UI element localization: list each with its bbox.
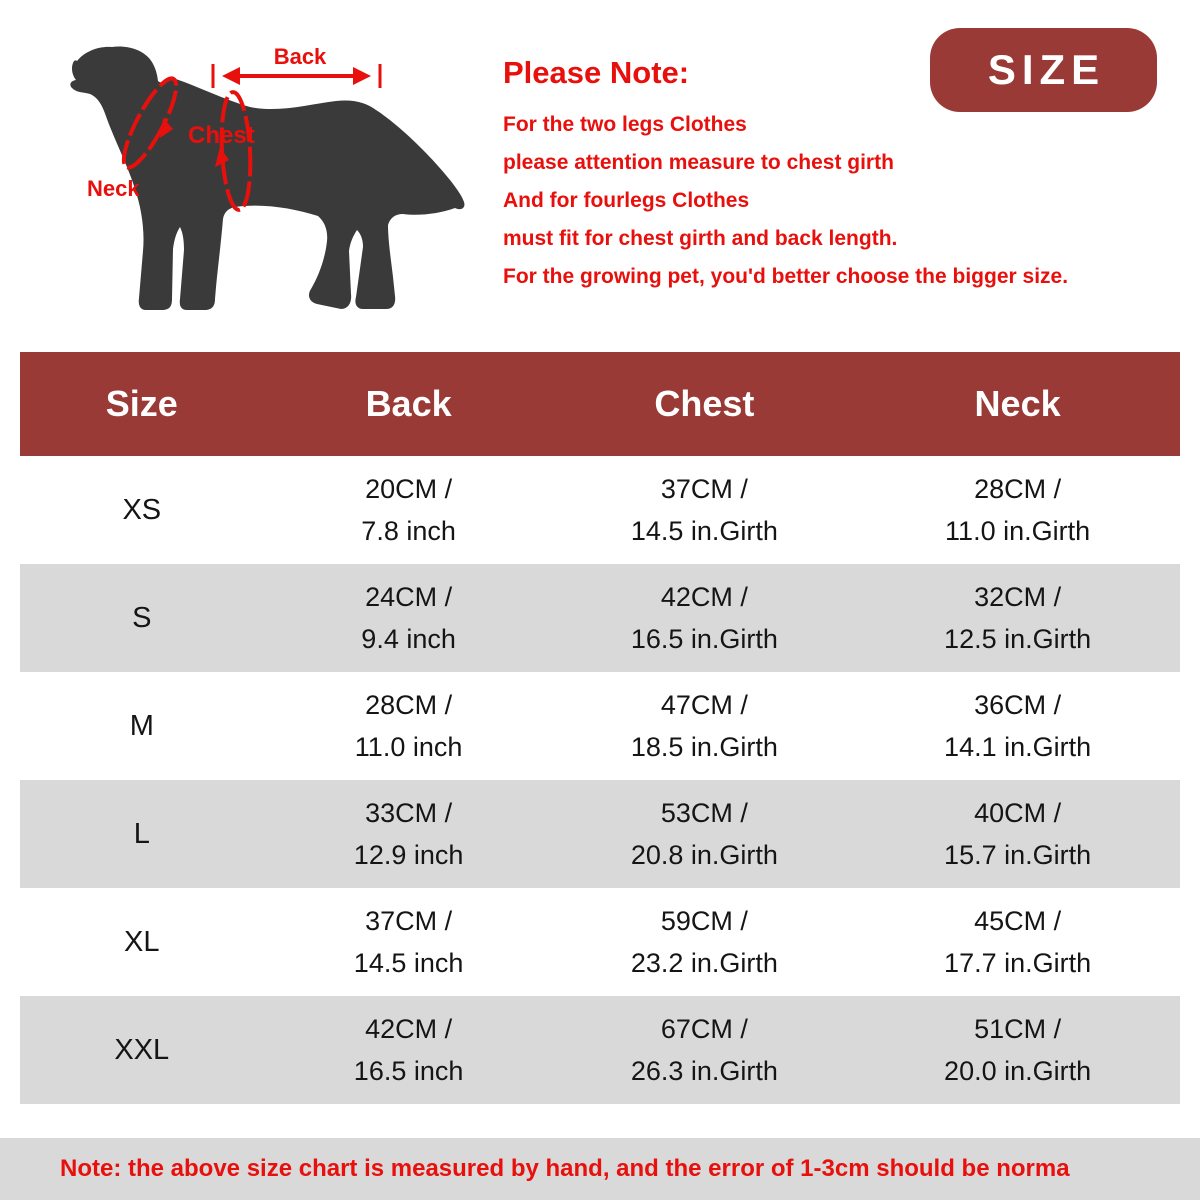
table-body — [20, 456, 1180, 1104]
size-label: L — [133, 817, 150, 850]
neck-cm: 28CM / — [974, 474, 1062, 504]
back-arrowhead-right-icon — [353, 67, 371, 85]
back-cell — [264, 576, 554, 660]
neck-cell — [855, 684, 1180, 768]
please-note-title: Please Note: — [503, 55, 690, 90]
back-cell — [264, 1008, 554, 1092]
size-label: XS — [122, 493, 162, 526]
neck-cm: 51CM / — [974, 1014, 1062, 1044]
neck-cm: 45CM / — [974, 906, 1062, 936]
size-label: XL — [124, 925, 160, 958]
neck-inch: 11.0 in.Girth — [945, 516, 1091, 546]
back-cm: 37CM / — [365, 906, 453, 936]
neck-cm: 40CM / — [974, 798, 1062, 828]
size-badge: SIZE — [930, 28, 1157, 112]
neck-cell — [855, 900, 1180, 984]
footer-note: Note: the above size chart is measured by hand, and the error of 1-3cm should be norma — [0, 1138, 1200, 1200]
header-back: Back — [365, 383, 452, 424]
table-row — [20, 996, 1180, 1104]
header-chest: Chest — [654, 383, 755, 424]
neck-cm: 36CM / — [974, 690, 1062, 720]
size-table — [20, 352, 1180, 1104]
chest-cm: 37CM / — [660, 474, 748, 504]
neck-inch: 14.1 in.Girth — [944, 732, 1092, 762]
table-row — [20, 780, 1180, 888]
chest-inch: 18.5 in.Girth — [630, 732, 778, 762]
neck-dimension-label: Neck — [87, 176, 140, 201]
chest-inch: 26.3 in.Girth — [630, 1056, 778, 1086]
back-inch: 12.9 inch — [353, 840, 464, 870]
chest-cell — [554, 792, 856, 876]
back-inch: 16.5 inch — [353, 1056, 464, 1086]
back-dimension-label: Back — [273, 44, 327, 69]
back-inch: 14.5 inch — [353, 948, 464, 978]
chest-inch: 16.5 in.Girth — [630, 624, 778, 654]
neck-inch: 17.7 in.Girth — [944, 948, 1092, 978]
back-cell — [264, 468, 554, 552]
chest-inch: 14.5 in.Girth — [630, 516, 778, 546]
dog-measurement-diagram — [0, 0, 500, 330]
back-cell — [264, 684, 554, 768]
header-size: Size — [105, 383, 178, 424]
note-line-4: must fit for chest girth and back length. — [503, 227, 898, 250]
table-row — [20, 456, 1180, 564]
size-label: S — [132, 601, 152, 634]
back-cm: 24CM / — [365, 582, 453, 612]
chest-cm: 59CM / — [660, 906, 748, 936]
chest-cm: 53CM / — [660, 798, 748, 828]
size-label: M — [129, 709, 154, 742]
back-cm: 33CM / — [365, 798, 453, 828]
neck-cell — [855, 1008, 1180, 1092]
back-cell — [264, 792, 554, 876]
chest-cm: 47CM / — [660, 690, 748, 720]
neck-cell — [855, 468, 1180, 552]
back-inch: 7.8 inch — [361, 516, 456, 546]
neck-inch: 12.5 in.Girth — [944, 624, 1092, 654]
neck-cm: 32CM / — [974, 582, 1062, 612]
neck-cell — [855, 792, 1180, 876]
note-line-2: please attention measure to chest girth — [503, 151, 894, 174]
back-cm: 28CM / — [365, 690, 453, 720]
chest-cm: 67CM / — [660, 1014, 748, 1044]
chest-cell — [554, 900, 856, 984]
chest-dimension-label: Chest — [188, 122, 255, 149]
table-row — [20, 672, 1180, 780]
chest-cell — [554, 576, 856, 660]
table-row — [20, 888, 1180, 996]
back-cm: 42CM / — [365, 1014, 453, 1044]
neck-inch: 15.7 in.Girth — [944, 840, 1092, 870]
table-row — [20, 564, 1180, 672]
back-inch: 9.4 inch — [361, 624, 456, 654]
chest-cm: 42CM / — [660, 582, 748, 612]
back-inch: 11.0 inch — [354, 732, 463, 762]
note-line-5: For the growing pet, you'd better choose the bigger size. — [503, 265, 1069, 288]
chest-cell — [554, 468, 856, 552]
back-cell — [264, 900, 554, 984]
neck-inch: 20.0 in.Girth — [944, 1056, 1092, 1086]
chest-cell — [554, 684, 856, 768]
chest-inch: 20.8 in.Girth — [630, 840, 778, 870]
note-line-3: And for fourlegs Clothes — [503, 189, 750, 212]
size-label: XXL — [114, 1033, 170, 1066]
chest-inch: 23.2 in.Girth — [630, 948, 778, 978]
top-section — [0, 0, 1200, 352]
back-cm: 20CM / — [365, 474, 453, 504]
neck-cell — [855, 576, 1180, 660]
note-line-1: For the two legs Clothes — [503, 113, 747, 136]
header-neck: Neck — [974, 383, 1061, 424]
back-arrowhead-left-icon — [222, 67, 240, 85]
table-header-row — [20, 352, 1180, 456]
chest-cell — [554, 1008, 856, 1092]
